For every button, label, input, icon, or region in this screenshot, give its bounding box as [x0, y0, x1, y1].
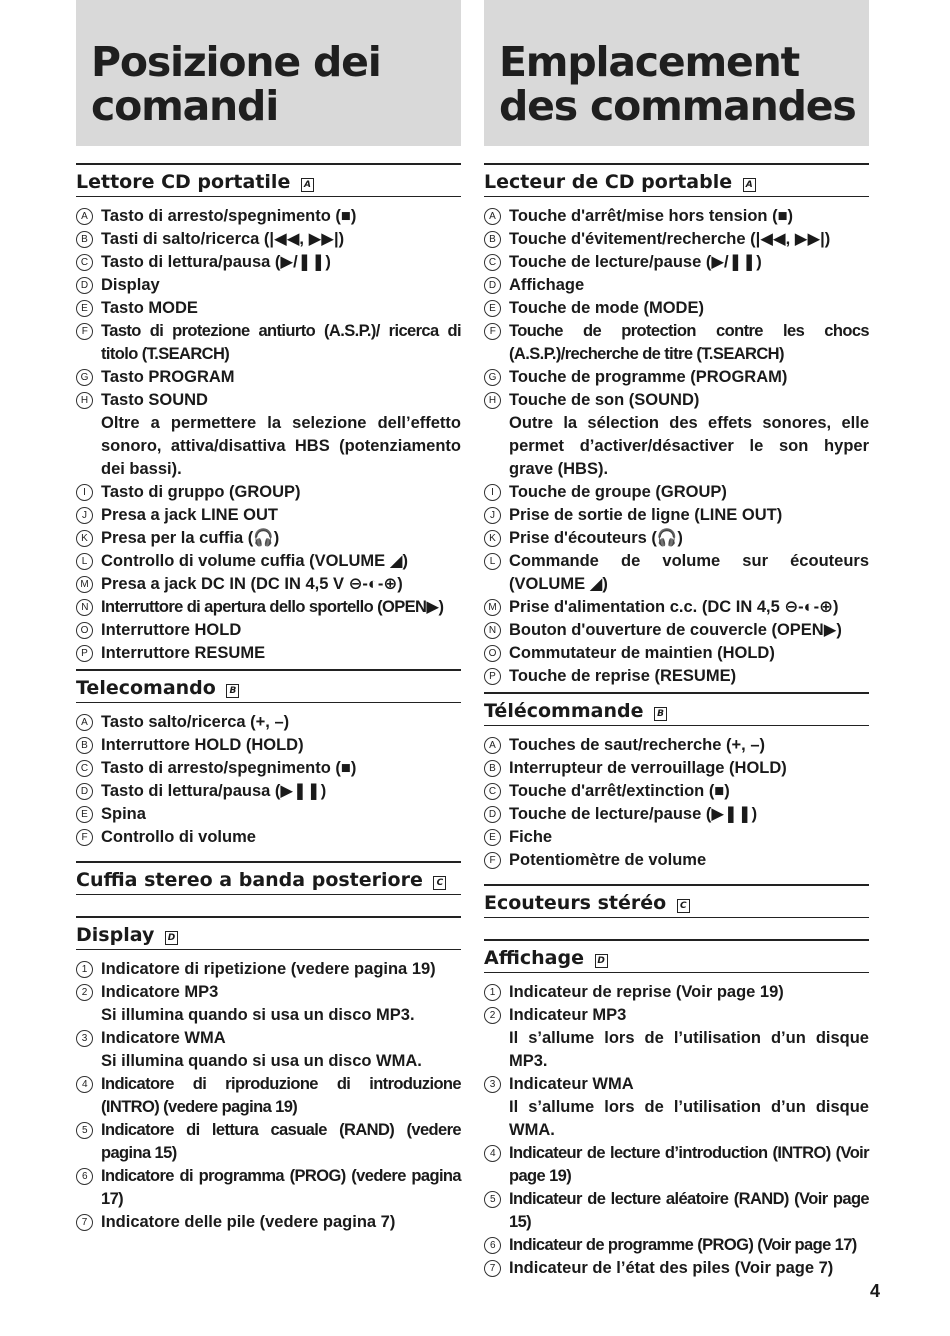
list-item [484, 481, 869, 504]
section-remote-it [76, 669, 461, 849]
title-box-it [76, 0, 461, 146]
list-item [76, 826, 461, 849]
list-item [76, 981, 461, 1027]
figure-ref-badge: C [677, 899, 690, 913]
item-marker: D [484, 277, 501, 294]
list-item [484, 504, 869, 527]
item-text: Controllo di volume [101, 828, 256, 846]
item-marker: K [484, 530, 501, 547]
item-marker: 4 [484, 1145, 501, 1162]
item-text: Indicateur de programme (PROG) (Voir page 17) [509, 1236, 857, 1254]
section-display-it [76, 916, 461, 1234]
item-list [484, 981, 869, 1280]
list-item [76, 297, 461, 320]
section-heading [484, 692, 869, 726]
item-text: Fiche [509, 828, 553, 846]
list-item [484, 550, 869, 596]
list-item [484, 1257, 869, 1280]
item-text: Touche de son (SOUND) [509, 391, 700, 409]
item-marker: B [76, 737, 93, 754]
list-item [484, 1234, 869, 1257]
item-marker: A [484, 208, 501, 225]
section-player-it [76, 163, 461, 665]
item-marker: J [484, 507, 501, 524]
item-text: Tasto SOUND [101, 391, 208, 409]
item-marker: 3 [484, 1076, 501, 1093]
item-marker: P [76, 645, 93, 662]
item-text: Indicatore di ripetizione (vedere pagina 19) [101, 960, 436, 978]
item-marker: 1 [76, 961, 93, 978]
item-marker: B [76, 231, 93, 248]
section-heading [484, 163, 869, 197]
list-item [484, 757, 869, 780]
item-marker: A [76, 714, 93, 731]
item-text: Indicatore MP3 [101, 983, 219, 1001]
item-text: Tasto di gruppo (GROUP) [101, 483, 301, 501]
heading-text: Télécommande [484, 700, 644, 722]
item-text: Interruttore di apertura dello sportello (OPEN▶) [101, 598, 444, 616]
item-text: Indicateur de reprise (Voir page 19) [509, 983, 784, 1001]
item-marker: P [484, 668, 501, 685]
item-marker: D [76, 277, 93, 294]
section-heading [76, 669, 461, 703]
item-text: Indicateur MP3 [509, 1006, 627, 1024]
item-text: Tasto di lettura/pausa (▶/❚❚) [101, 253, 331, 271]
item-text: Touche d'arrêt/mise hors tension (■) [509, 207, 794, 225]
item-note: Outre la sélection des effets sonores, elle permet d’activer/désactiver le son hyper grave (HBS). [509, 414, 869, 478]
heading-text: Ecouteurs stéréo [484, 892, 667, 914]
item-marker: E [76, 300, 93, 317]
item-text: Presa per la cuffia (🎧) [101, 529, 280, 547]
list-item [484, 251, 869, 274]
item-marker: N [484, 622, 501, 639]
item-text: Display [101, 276, 160, 294]
item-marker: 4 [76, 1076, 93, 1093]
figure-ref-badge: D [595, 954, 608, 968]
item-marker: 7 [76, 1214, 93, 1231]
list-item [484, 274, 869, 297]
title-box-fr [484, 0, 869, 146]
item-text: Interrupteur de verrouillage (HOLD) [509, 759, 787, 777]
item-text: Touche de groupe (GROUP) [509, 483, 727, 501]
list-item [76, 757, 461, 780]
list-item [76, 366, 461, 389]
heading-text: Display [76, 924, 155, 946]
list-item [484, 619, 869, 642]
list-item [76, 803, 461, 826]
page-title-fr: Emplacement des commandes [499, 38, 856, 130]
item-text: Tasto PROGRAM [101, 368, 235, 386]
item-marker: F [76, 323, 93, 340]
item-text: Commande de volume sur écouteurs (VOLUME ◢) [509, 552, 869, 593]
list-item [76, 780, 461, 803]
list-item [76, 642, 461, 665]
item-marker: O [484, 645, 501, 662]
item-note: Si illumina quando si usa un disco MP3. [101, 1006, 415, 1024]
item-marker: F [484, 323, 501, 340]
item-list [76, 711, 461, 849]
item-text: Affichage [509, 276, 585, 294]
figure-ref-badge: B [226, 684, 239, 698]
item-text: Commutateur de maintien (HOLD) [509, 644, 775, 662]
item-text: Tasto di protezione antiurto (A.S.P.)/ ricerca di titolo (T.SEARCH) [101, 322, 461, 363]
list-item [76, 711, 461, 734]
item-marker: D [484, 806, 501, 823]
list-item [76, 320, 461, 366]
item-text: Tasto di arresto/spegnimento (■) [101, 759, 357, 777]
list-item [76, 596, 461, 619]
section-heading [76, 163, 461, 197]
list-item [484, 389, 869, 481]
list-item [76, 251, 461, 274]
item-marker: C [76, 760, 93, 777]
heading-text: Affichage [484, 947, 584, 969]
list-item [76, 527, 461, 550]
item-text: Potentiomètre de volume [509, 851, 707, 869]
item-marker: K [76, 530, 93, 547]
item-text: Touche d'arrêt/extinction (■) [509, 782, 730, 800]
item-text: Touches de saut/recherche (+, –) [509, 736, 765, 754]
list-item [76, 1165, 461, 1211]
item-marker: G [76, 369, 93, 386]
list-item [76, 504, 461, 527]
list-item [76, 958, 461, 981]
list-item [484, 1073, 869, 1142]
item-text: Interruttore HOLD [101, 621, 242, 639]
item-marker: B [484, 760, 501, 777]
item-text: Prise de sortie de ligne (LINE OUT) [509, 506, 783, 524]
section-heading [484, 939, 869, 973]
item-marker: 6 [76, 1168, 93, 1185]
item-note: Oltre a permettere la selezione dell’effetto sonoro, attiva/disattiva HBS (potenziamento dei bassi). [101, 414, 461, 478]
item-text: Presa a jack LINE OUT [101, 506, 278, 524]
heading-text: Lettore CD portatile [76, 171, 291, 193]
list-item [484, 981, 869, 1004]
item-marker: 5 [484, 1191, 501, 1208]
list-item [484, 205, 869, 228]
list-item [484, 734, 869, 757]
page-title-it: Posizione dei comandi [91, 38, 381, 130]
item-text: Indicateur de lecture d’introduction (INTRO) (Voir page 19) [509, 1144, 869, 1185]
list-item [76, 228, 461, 251]
item-text: Touche de lecture/pause (▶❚❚) [509, 805, 758, 823]
item-marker: F [76, 829, 93, 846]
item-marker: 1 [484, 984, 501, 1001]
item-text: Tasto MODE [101, 299, 198, 317]
list-item [484, 1004, 869, 1073]
list-item [484, 596, 869, 619]
list-item [484, 665, 869, 688]
item-marker: 7 [484, 1260, 501, 1277]
list-item [484, 780, 869, 803]
list-item [484, 1188, 869, 1234]
item-note: Si illumina quando si usa un disco WMA. [101, 1052, 422, 1070]
item-marker: G [484, 369, 501, 386]
item-marker: H [76, 392, 93, 409]
list-item [484, 320, 869, 366]
item-marker: B [484, 231, 501, 248]
list-item [484, 366, 869, 389]
item-text: Indicatore delle pile (vedere pagina 7) [101, 1213, 396, 1231]
item-marker: C [76, 254, 93, 271]
item-list [484, 734, 869, 872]
french-column [484, 0, 869, 1280]
item-marker: 3 [76, 1030, 93, 1047]
list-item [76, 550, 461, 573]
item-marker: 2 [76, 984, 93, 1001]
item-text: Tasti di salto/ricerca (|◀◀, ▶▶|) [101, 230, 345, 248]
section-headphones-it [76, 861, 461, 895]
heading-text: Lecteur de CD portable [484, 171, 733, 193]
list-item [76, 1073, 461, 1119]
list-item [484, 849, 869, 872]
item-text: Indicatore di riproduzione di introduzione (INTRO) (vedere pagina 19) [101, 1075, 461, 1116]
list-item [76, 274, 461, 297]
item-text: Tasto salto/ricerca (+, –) [101, 713, 290, 731]
list-item [76, 1211, 461, 1234]
section-heading [484, 884, 869, 918]
list-item [76, 573, 461, 596]
list-item [484, 803, 869, 826]
list-item [484, 642, 869, 665]
list-item [76, 734, 461, 757]
item-marker: L [76, 553, 93, 570]
figure-ref-badge: D [165, 931, 178, 945]
item-list [484, 205, 869, 688]
item-text: Indicateur WMA [509, 1075, 634, 1093]
item-marker: L [484, 553, 501, 570]
figure-ref-badge: B [654, 707, 667, 721]
item-list [76, 205, 461, 665]
item-text: Prise d'alimentation c.c. (DC IN 4,5 ⊖-◐-⊕) [509, 598, 839, 616]
section-player-fr [484, 163, 869, 688]
item-text: Touche de reprise (RESUME) [509, 667, 737, 685]
figure-ref-badge: A [301, 178, 314, 192]
list-item [76, 389, 461, 481]
section-heading [76, 916, 461, 950]
list-item [76, 1119, 461, 1165]
item-marker: J [76, 507, 93, 524]
figure-ref-badge: A [743, 178, 756, 192]
item-note: Il s’allume lors de l’utilisation d’un disque WMA. [509, 1098, 869, 1139]
item-text: Tasto di arresto/spegnimento (■) [101, 207, 357, 225]
item-marker: E [484, 300, 501, 317]
item-marker: N [76, 599, 93, 616]
item-note: Il s’allume lors de l’utilisation d’un disque MP3. [509, 1029, 869, 1070]
item-text: Controllo di volume cuffia (VOLUME ◢) [101, 552, 408, 570]
item-text: Touche de mode (MODE) [509, 299, 704, 317]
list-item [76, 481, 461, 504]
item-text: Interruttore RESUME [101, 644, 266, 662]
item-marker: O [76, 622, 93, 639]
item-marker: 5 [76, 1122, 93, 1139]
heading-text: Telecomando [76, 677, 216, 699]
list-item [76, 619, 461, 642]
item-marker: A [76, 208, 93, 225]
list-item [484, 297, 869, 320]
item-marker: F [484, 852, 501, 869]
section-heading [76, 861, 461, 895]
item-text: Indicatore di lettura casuale (RAND) (vedere pagina 15) [101, 1121, 461, 1162]
item-marker: H [484, 392, 501, 409]
item-text: Indicateur de lecture aléatoire (RAND) (Voir page 15) [509, 1190, 869, 1231]
list-item [484, 826, 869, 849]
item-marker: C [484, 783, 501, 800]
italian-column [76, 0, 461, 1234]
item-text: Indicateur de l’état des piles (Voir page 7) [509, 1259, 834, 1277]
item-text: Touche de protection contre les chocs (A.S.P.)/recherche de titre (T.SEARCH) [509, 322, 869, 363]
item-marker: 2 [484, 1007, 501, 1024]
item-marker: E [484, 829, 501, 846]
item-text: Spina [101, 805, 146, 823]
item-marker: C [484, 254, 501, 271]
list-item [484, 1142, 869, 1188]
item-marker: I [76, 484, 93, 501]
item-marker: A [484, 737, 501, 754]
heading-text: Cuffia stereo a banda posteriore [76, 869, 423, 891]
list-item [76, 205, 461, 228]
list-item [76, 1027, 461, 1073]
list-item [484, 527, 869, 550]
figure-ref-badge: C [433, 876, 446, 890]
item-list [76, 958, 461, 1234]
item-marker: E [76, 806, 93, 823]
list-item [484, 228, 869, 251]
item-marker: M [484, 599, 501, 616]
item-text: Tasto di lettura/pausa (▶❚❚) [101, 782, 327, 800]
item-marker: I [484, 484, 501, 501]
item-text: Prise d'écouteurs (🎧) [509, 529, 683, 547]
item-text: Touche d'évitement/recherche (|◀◀, ▶▶|) [509, 230, 831, 248]
item-text: Touche de programme (PROGRAM) [509, 368, 788, 386]
item-marker: 6 [484, 1237, 501, 1254]
item-text: Interruttore HOLD (HOLD) [101, 736, 304, 754]
item-text: Bouton d'ouverture de couvercle (OPEN▶) [509, 621, 842, 639]
section-display-fr [484, 939, 869, 1280]
item-marker: M [76, 576, 93, 593]
section-remote-fr [484, 692, 869, 872]
item-text: Touche de lecture/pause (▶/❚❚) [509, 253, 762, 271]
item-text: Indicatore di programma (PROG) (vedere pagina 17) [101, 1167, 461, 1208]
item-marker: D [76, 783, 93, 800]
page-number: 4 [870, 1281, 881, 1301]
section-headphones-fr [484, 884, 869, 918]
item-text: Presa a jack DC IN (DC IN 4,5 V ⊖-◐-⊕) [101, 575, 403, 593]
item-text: Indicatore WMA [101, 1029, 226, 1047]
